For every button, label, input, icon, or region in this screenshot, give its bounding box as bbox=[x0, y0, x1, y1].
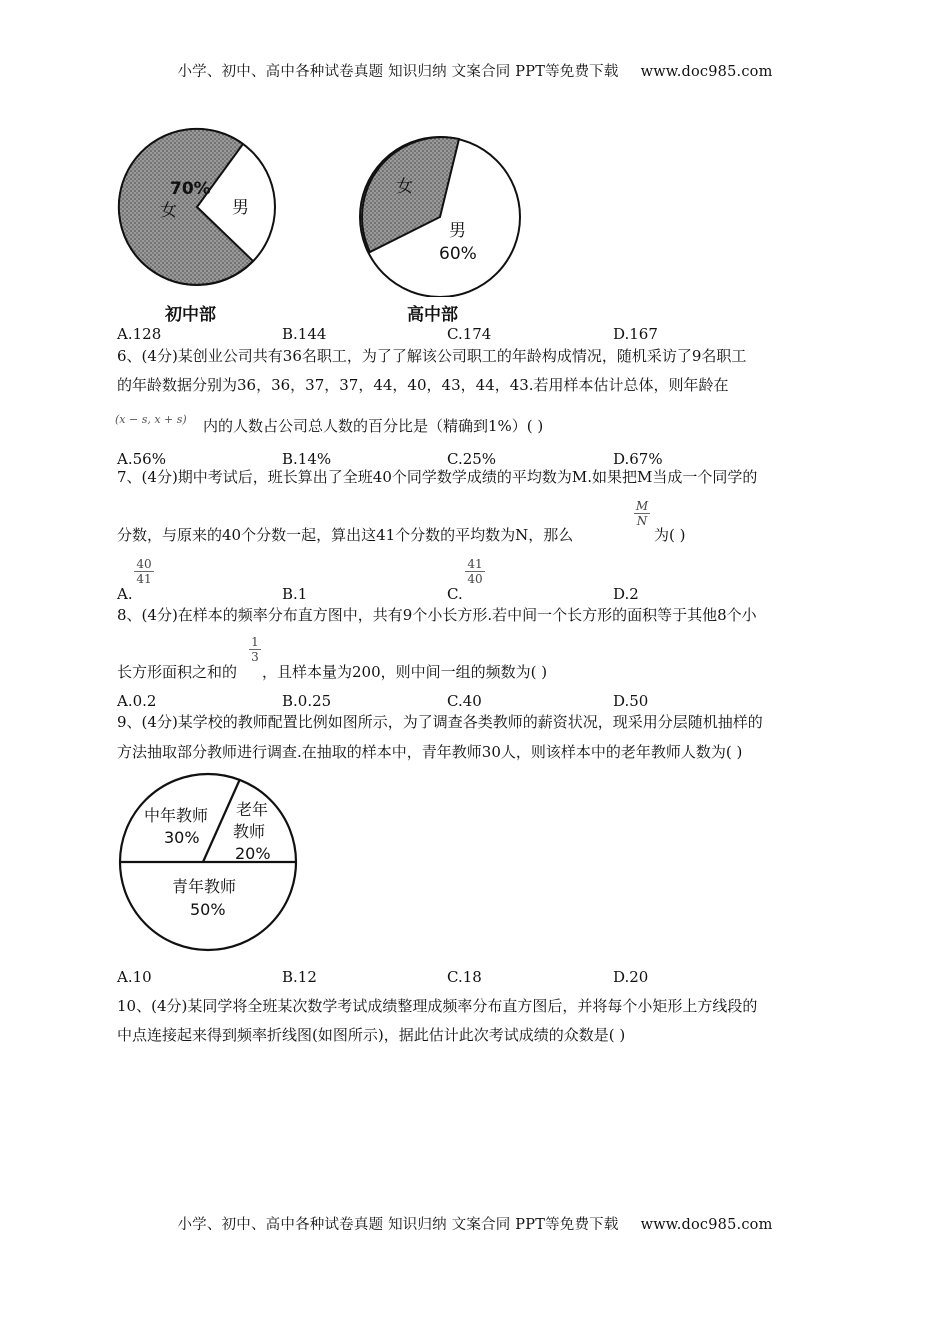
q9-line2: 方法抽取部分教师进行调查.在抽取的样本中，青年教师30人，则该样本中的老年教师人数为( ) bbox=[117, 743, 743, 761]
q5-option-d: D.167 bbox=[613, 325, 658, 343]
q7-line2-end: 为( ) bbox=[654, 526, 686, 544]
q8-option-c: C.40 bbox=[447, 692, 482, 710]
q7-option-d: D.2 bbox=[613, 585, 639, 603]
q10-line1: 10、(4分)某同学将全班某次数学考试成绩整理成频率分布直方图后，并将每个小矩形上方线段的 bbox=[117, 997, 758, 1015]
mid-teacher-pct: 30% bbox=[164, 828, 200, 847]
q7-option-c-fraction: 41 40 bbox=[465, 558, 485, 585]
q8-option-a: A.0.2 bbox=[117, 692, 157, 710]
senior-pct-label: 60% bbox=[439, 244, 477, 264]
old-teacher-label-1: 老年 bbox=[236, 800, 269, 819]
q8-option-b: B.0.25 bbox=[282, 692, 332, 710]
senior-caption: 高中部 bbox=[407, 305, 458, 325]
q6-option-b: B.14% bbox=[282, 450, 332, 468]
q9-option-d: D.20 bbox=[613, 968, 649, 986]
q10-line2: 中点连接起来得到频率折线图(如图所示)，据此估计此次考试成绩的众数是( ) bbox=[117, 1026, 626, 1044]
q8-line2a: 长方形面积之和的 bbox=[117, 663, 238, 681]
q7-line1: 7、(4分)期中考试后，班长算出了全班40个同学数学成绩的平均数为M.如果把M当成一个同学的 bbox=[117, 468, 758, 486]
senior-male-label: 男 bbox=[449, 221, 466, 241]
junior-female-label: 女 bbox=[160, 201, 177, 221]
q8-line1: 8、(4分)在样本的频率分布直方图中，共有9个小长方形.若中间一个长方形的面积等于其他8个小 bbox=[117, 606, 757, 624]
header-text: 小学、初中、高中各种试卷真题 知识归纳 文案合同 PPT等免费下载 bbox=[177, 64, 619, 80]
page-footer bbox=[0, 1213, 950, 1234]
page-header bbox=[0, 60, 950, 81]
q7-option-a-fraction: 40 41 bbox=[134, 558, 154, 585]
q7-option-c-prefix: C. bbox=[447, 585, 463, 603]
q7-option-a-prefix: A. bbox=[117, 585, 133, 603]
q6-option-a: A.56% bbox=[117, 450, 166, 468]
header-url[interactable]: www.doc985.com bbox=[640, 64, 773, 80]
junior-pct-label: 70% bbox=[170, 179, 211, 199]
q9-option-c: C.18 bbox=[447, 968, 482, 986]
q5-option-c: C.174 bbox=[447, 325, 492, 343]
q8-line2b: ，且样本量为200，则中间一组的频数为( ) bbox=[262, 663, 548, 681]
teacher-pie bbox=[112, 770, 307, 955]
q9-option-a: A.10 bbox=[117, 968, 152, 986]
q6-option-d: D.67% bbox=[613, 450, 663, 468]
q6-line1: 6、(4分)某创业公司共有36名职工，为了了解该公司职工的年龄构成情况，随机采访了9名职工 bbox=[117, 347, 747, 365]
q8-option-d: D.50 bbox=[613, 692, 649, 710]
mid-teacher-label: 中年教师 bbox=[144, 806, 209, 825]
q6-line2: 的年龄数据分别为36，36，37，37，44，40，43，44，43.若用样本估计总体，则年龄在 bbox=[117, 376, 729, 394]
footer-url[interactable]: www.doc985.com bbox=[640, 1217, 773, 1233]
q7-option-b: B.1 bbox=[282, 585, 308, 603]
senior-pie bbox=[360, 137, 520, 297]
q8-fraction-one-third: 1 3 bbox=[249, 636, 261, 663]
junior-male-label: 男 bbox=[232, 198, 249, 218]
q5-option-b: B.144 bbox=[282, 325, 327, 343]
q6-interval: (x − s, x + s) bbox=[115, 413, 187, 426]
old-teacher-label-2: 教师 bbox=[233, 822, 266, 841]
q9-line1: 9、(4分)某学校的教师配置比例如图所示，为了调查各类教师的薪资状况，现采用分层随机抽样的 bbox=[117, 713, 763, 731]
q7-fraction-m-n: M N bbox=[635, 499, 649, 528]
young-teacher-pct: 50% bbox=[190, 900, 226, 919]
q9-option-b: B.12 bbox=[282, 968, 317, 986]
q5-option-a: A.128 bbox=[117, 325, 162, 343]
young-teacher-label: 青年教师 bbox=[172, 877, 237, 896]
old-teacher-pct: 20% bbox=[235, 844, 271, 863]
gender-pie-figure bbox=[110, 122, 610, 297]
footer-text: 小学、初中、高中各种试卷真题 知识归纳 文案合同 PPT等免费下载 bbox=[177, 1217, 619, 1233]
junior-pie bbox=[119, 129, 275, 285]
senior-female-label: 女 bbox=[396, 177, 413, 197]
junior-caption: 初中部 bbox=[165, 305, 216, 325]
q6-option-c: C.25% bbox=[447, 450, 497, 468]
q6-line3: 内的人数占公司总人数的百分比是（精确到1%）( ) bbox=[203, 417, 544, 435]
q7-line2: 分数，与原来的40个分数一起，算出这41个分数的平均数为N，那么 bbox=[117, 526, 574, 544]
